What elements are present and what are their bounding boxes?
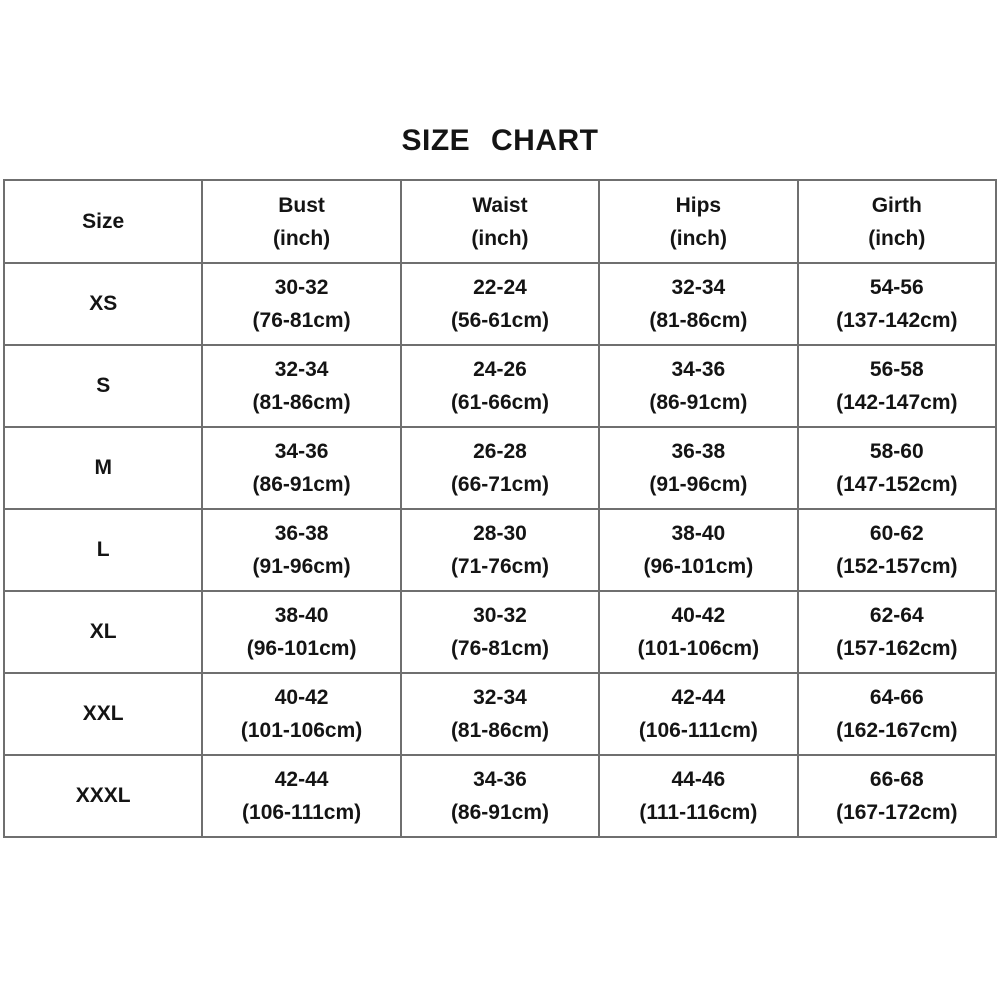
hips-cm-range: (86-91cm) [649,391,748,414]
column-header-waist [401,180,599,263]
bust-cell [202,591,400,673]
bust-cell [202,345,400,427]
header-row [4,180,996,263]
waist-cell [401,263,599,345]
waist-cm-range: (86-91cm) [450,801,549,824]
girth-cell [798,427,996,509]
hips-cell [599,427,797,509]
size-row-xs [4,263,996,345]
bust-cm-range: (106-111cm) [242,801,362,824]
waist-cm-range: (81-86cm) [450,719,549,742]
size-label-cell: XS [4,263,202,345]
girth-inch-range: 58-60 [869,440,924,463]
column-label: Bust [278,193,325,217]
hips-cell [599,509,797,591]
bust-cell [202,755,400,837]
waist-cell [401,345,599,427]
bust-inch-range: 42-44 [274,768,329,791]
waist-cm-range: (76-81cm) [450,637,549,660]
waist-inch-range: 22-24 [473,276,527,299]
hips-inch-range: 36-38 [671,440,726,463]
hips-cell [599,755,797,837]
column-label: Hips [675,193,722,217]
size-label-cell: XXXL [4,755,202,837]
hips-cm-range: (81-86cm) [649,309,748,332]
bust-inch-range: 40-42 [274,686,329,709]
girth-inch-range: 60-62 [869,522,924,545]
waist-inch-range: 24-26 [473,358,527,381]
column-header-bust [202,180,400,263]
bust-cm-range: (91-96cm) [252,555,351,578]
waist-inch-range: 28-30 [473,522,527,545]
waist-cm-range: (61-66cm) [450,391,549,414]
bust-cell [202,509,400,591]
size-row-m [4,427,996,509]
girth-cm-range: (147-152cm) [836,473,958,496]
column-label: Girth [871,193,922,217]
size-row-xxl [4,673,996,755]
girth-cell [798,755,996,837]
waist-cm-range: (71-76cm) [450,555,549,578]
girth-inch-range: 64-66 [869,686,924,709]
column-header-size [4,180,202,263]
hips-inch-range: 40-42 [671,604,726,627]
girth-inch-range: 54-56 [869,276,924,299]
column-header-girth [798,180,996,263]
size-label-cell: L [4,509,202,591]
hips-cm-range: (91-96cm) [649,473,748,496]
waist-inch-range: 34-36 [473,768,527,791]
hips-cm-range: (111-116cm) [639,801,758,824]
bust-cm-range: (76-81cm) [252,309,351,332]
bust-inch-range: 30-32 [274,276,329,299]
waist-cell [401,509,599,591]
column-label: Waist [472,193,528,217]
column-unit: (inch) [669,226,727,250]
girth-inch-range: 66-68 [869,768,924,791]
hips-cell [599,673,797,755]
size-row-xl [4,591,996,673]
waist-cell [401,591,599,673]
hips-inch-range: 44-46 [671,768,726,791]
hips-inch-range: 32-34 [671,276,726,299]
bust-cell [202,673,400,755]
bust-cm-range: (96-101cm) [246,637,357,660]
size-chart-table [3,179,997,838]
girth-cm-range: (142-147cm) [836,391,958,414]
girth-cm-range: (167-172cm) [836,801,958,824]
waist-inch-range: 32-34 [473,686,527,709]
bust-cm-range: (101-106cm) [240,719,363,742]
girth-cell [798,345,996,427]
table-header [4,180,996,263]
size-row-s [4,345,996,427]
bust-inch-range: 38-40 [274,604,329,627]
size-label-cell: XXL [4,673,202,755]
hips-cell [599,263,797,345]
hips-cell [599,345,797,427]
size-row-xxxl [4,755,996,837]
girth-cm-range: (157-162cm) [836,637,958,660]
column-header-hips [599,180,797,263]
girth-cm-range: (152-157cm) [836,555,958,578]
hips-inch-range: 38-40 [671,522,726,545]
waist-cell [401,755,599,837]
girth-cell [798,263,996,345]
girth-cell [798,509,996,591]
hips-inch-range: 42-44 [671,686,726,709]
hips-cm-range: (96-101cm) [643,555,754,578]
column-unit: (inch) [273,226,331,250]
bust-inch-range: 36-38 [274,522,329,545]
waist-cell [401,427,599,509]
girth-inch-range: 56-58 [869,358,924,381]
column-unit: (inch) [868,226,926,250]
column-label: Size [82,210,125,233]
column-unit: (inch) [471,226,529,250]
waist-inch-range: 26-28 [473,440,527,463]
girth-cell [798,673,996,755]
hips-cm-range: (101-106cm) [637,637,760,660]
girth-cm-range: (162-167cm) [836,719,958,742]
waist-cm-range: (66-71cm) [450,473,549,496]
girth-cm-range: (137-142cm) [836,309,958,332]
size-row-l [4,509,996,591]
bust-cell [202,263,400,345]
waist-cell [401,673,599,755]
bust-cm-range: (81-86cm) [252,391,351,414]
waist-cm-range: (56-61cm) [450,309,549,332]
hips-cm-range: (106-111cm) [638,719,758,742]
page-title: SIZE CHART [401,124,599,157]
bust-cell [202,427,400,509]
bust-inch-range: 34-36 [274,440,329,463]
table-body [4,263,996,837]
size-label-cell: XL [4,591,202,673]
bust-cm-range: (86-91cm) [252,473,351,496]
size-label-cell: S [4,345,202,427]
size-label-cell: M [4,427,202,509]
hips-inch-range: 34-36 [671,358,726,381]
bust-inch-range: 32-34 [274,358,329,381]
hips-cell [599,591,797,673]
girth-inch-range: 62-64 [869,604,924,627]
girth-cell [798,591,996,673]
waist-inch-range: 30-32 [473,604,527,627]
